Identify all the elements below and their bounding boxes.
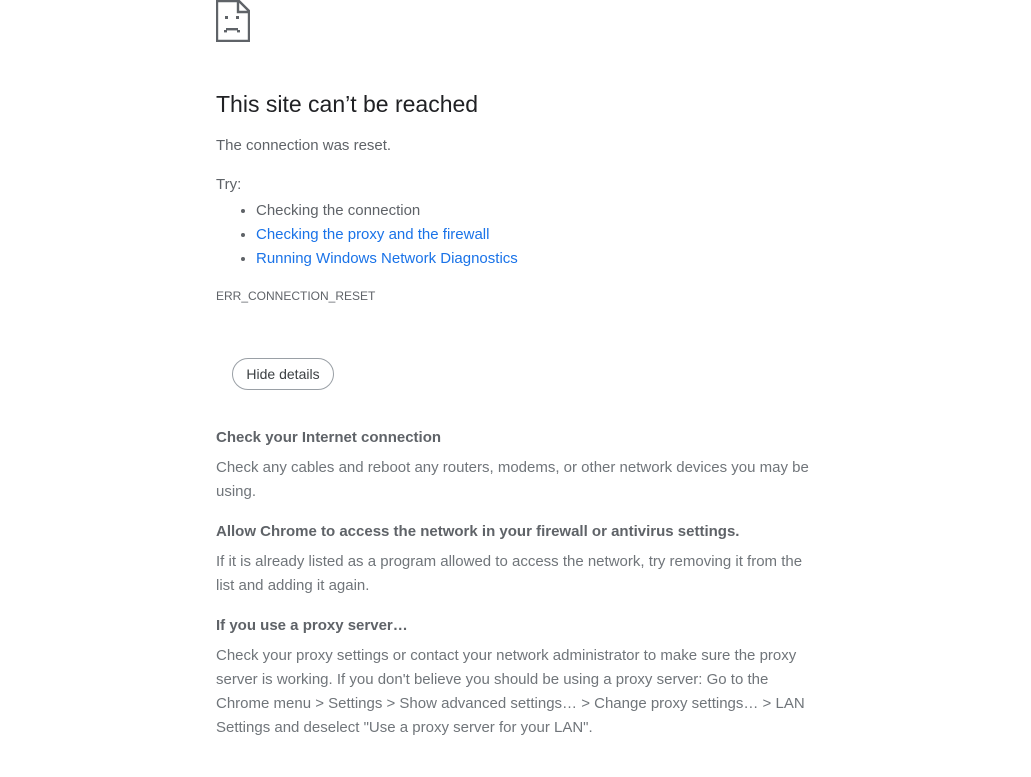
page-title: This site can’t be reached (216, 91, 479, 117)
try-label: Try: (216, 176, 242, 193)
suggestion-check-proxy-firewall (256, 223, 518, 247)
detail-text: If it is already listed as a program allowed to access the network, try removing it from the list and adding it again. (216, 553, 803, 594)
hide-details-button[interactable]: Hide details (232, 358, 334, 390)
detail-heading: Check your Internet connection (216, 429, 442, 446)
suggestion-check-connection-text: Checking the connection (256, 202, 421, 219)
network-diagnostics-link[interactable]: Running Windows Network Diagnostics (256, 250, 518, 267)
detail-heading: If you use a proxy server… (216, 617, 408, 634)
suggestions-list (216, 199, 518, 271)
suggestion-check-connection (256, 199, 518, 223)
detail-proxy-server (216, 616, 816, 740)
detail-firewall-antivirus (216, 522, 816, 598)
detail-text: Check your proxy settings or contact your network administrator to make sure the proxy server is working. If you don't believe you should be using a proxy server: Go to the Chrome menu > Settings > Show advanced settings… > Change proxy settings… > LAN Settings and deselect "Use a proxy server for your LAN". (216, 647, 805, 736)
error-summary: The connection was reset. (216, 137, 392, 154)
suggestion-network-diagnostics (256, 247, 518, 271)
check-proxy-firewall-link[interactable]: Checking the proxy and the firewall (256, 226, 490, 243)
detail-internet-connection (216, 428, 816, 504)
detail-text: Check any cables and reboot any routers, modems, or other network devices you may be using. (216, 459, 809, 500)
detail-heading: Allow Chrome to access the network in your firewall or antivirus settings. (216, 523, 740, 540)
sad-page-icon (216, 0, 250, 42)
error-code: ERR_CONNECTION_RESET (216, 289, 376, 303)
